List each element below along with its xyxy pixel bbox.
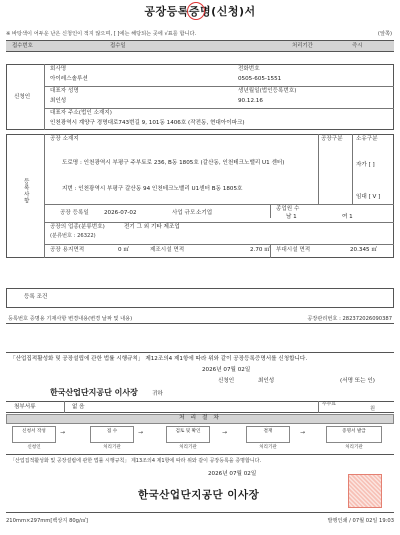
recipient-suffix: 귀하 [152,391,163,397]
step-approve: 결재 [246,426,290,443]
conditions-block [6,288,394,308]
employees-label: 종업원 수 [276,206,300,212]
address-value: 인천광역시 계양구 경명대로743번길 9, 101동 1406호 (작전동, 현대아이파크) [50,120,245,126]
size-label: 사업 규모 [172,210,196,216]
receipt-date-label: 접수일 [110,43,126,49]
actor-agency: 처리기관 [345,445,363,450]
company-value: 아이레스솔루션 [50,76,88,82]
address-label: 대표자 주소(법인 소재지) [50,110,112,116]
receipt-no-label: 접수번호 [12,43,33,49]
employees-male: 남 1 [286,214,297,220]
document-title: 공장등록증명(신청)서 [144,5,256,18]
declaration-text: 「산업집적활성화 및 공장설립에 관한 법률 시행규칙」 제12조의4 제1항에 따라 위와 같이 공장등록증명서를 신청합니다. [10,356,308,362]
reg-date-label: 공장 등록일 [60,210,89,216]
registration-block [6,134,394,258]
step-receive: 접 수 [90,426,134,443]
industry-label: 공장의 업종(분류번호) [50,224,105,230]
actor-agency: 처리기관 [103,445,121,450]
industry-code: (분류번호 : 26322) [50,233,96,239]
certification-text: 「산업집적활성화 및 공장설립에 관한 법률 시행규칙」 제13조의4 제1항에 따라 위와 같이 공장등록을 증명합니다. [10,458,262,464]
birth-value: 90.12.16 [238,98,263,104]
land-area-label: 공장 용지면적 [50,247,85,253]
applicant-section-label: 신청인 [14,94,31,100]
arrow-icon: → [300,429,306,436]
lease-option: 임대 [ V ] [356,194,381,200]
issue-info: 발행인쇄 / 07월 02일 19:03 [327,518,394,524]
certification-date: 2026년 07월 02일 [208,471,257,477]
notice-line [6,31,394,39]
step-write: 신청서 작성 [12,426,56,443]
ownership-label: 소유구분 [356,136,378,142]
location-label: 공장 소재지 [50,136,79,142]
rep-value: 최인성 [50,98,67,104]
procedure-title: 처 리 절 차 [6,414,394,424]
annex-area-value: 20.345 ㎡ [350,247,377,253]
reference-left: 등록번호 증명용 기재사항 변경내용(변경 날짜 및 내용) [8,316,133,322]
processing-period-value: 즉시 [352,43,363,49]
factory-type-label: 공장구분 [321,136,343,142]
lot-address: 지번 : 인천광역시 부평구 갈산동 94 인천테크노밸리 U1센터 B동 1805호 [62,186,243,192]
attachments-value: 없 음 [72,404,85,410]
reg-date-value: 2026-07-02 [104,210,137,216]
actor-agency: 처리기관 [179,445,197,450]
step-review: 검토 및 확인 [166,426,210,443]
paper-spec: 210mm×297mm[백상지 80g/㎡] [6,518,88,524]
land-area-value: 0 ㎡ [118,247,129,253]
processing-period-label: 처리기간 [292,43,313,49]
attachments-label: 첨부서류 [14,404,36,410]
signature-label: (서명 또는 인) [340,378,375,384]
building-area-label: 제조시설 면적 [150,247,185,253]
size-value: 소기업 [196,210,213,216]
official-seal-icon [348,474,382,508]
phone-value: 0505-605-1551 [238,76,282,82]
recipient-name: 한국산업단지공단 이사장 [50,388,138,397]
road-address: 도로명 : 인천광역시 부평구 주부토로 236, B동 1805호 (갈산동, 인천테크노밸리 U1 센터) [62,160,285,166]
registration-section-label: 등록사항 [22,178,29,205]
page-side: (앞쪽) [377,31,392,37]
own-option: 자가 [ ] [356,162,375,168]
fee-label: 수수료 [322,402,336,407]
fee-value: 원 [370,406,376,412]
issuer-name: 한국산업단지공단 이사장 [138,489,260,501]
arrow-icon: → [138,429,144,436]
reference-strip [6,314,394,324]
actor-applicant: 신청인 [27,445,41,450]
industry-value: 전기 그 외 기타 제조업 [124,224,180,230]
actor-agency: 처리기관 [259,445,277,450]
phone-label: 전화번호 [238,66,260,72]
arrow-icon: → [222,429,228,436]
management-number: 공장관리번호 : 282372026090387 [307,316,392,322]
employees-female: 여 1 [342,214,353,220]
annex-area-label: 부대시설 면적 [276,247,311,253]
rep-label: 대표자 성명 [50,88,79,94]
declaration-date: 2026년 07월 02일 [202,367,251,373]
building-area-value: 2.70 ㎡ [250,247,270,253]
applicant-sign-label: 신청인 [218,378,235,384]
applicant-sign-name: 최인성 [258,378,275,384]
birth-label: 생년월일(법인등록번호) [238,88,297,94]
conditions-label: 등록 조건 [24,294,48,300]
notice-text: ※ 바탕색이 어두운 난은 신청인이 적지 않으며, [ ]에는 해당되는 곳에 √표를 합니다. [6,31,197,37]
receipt-header [6,40,394,52]
company-label: 회사명 [50,66,67,72]
arrow-icon: → [60,429,66,436]
step-issue: 증명서 발급 [326,426,382,443]
title-circled-word: 증명 [188,5,212,18]
